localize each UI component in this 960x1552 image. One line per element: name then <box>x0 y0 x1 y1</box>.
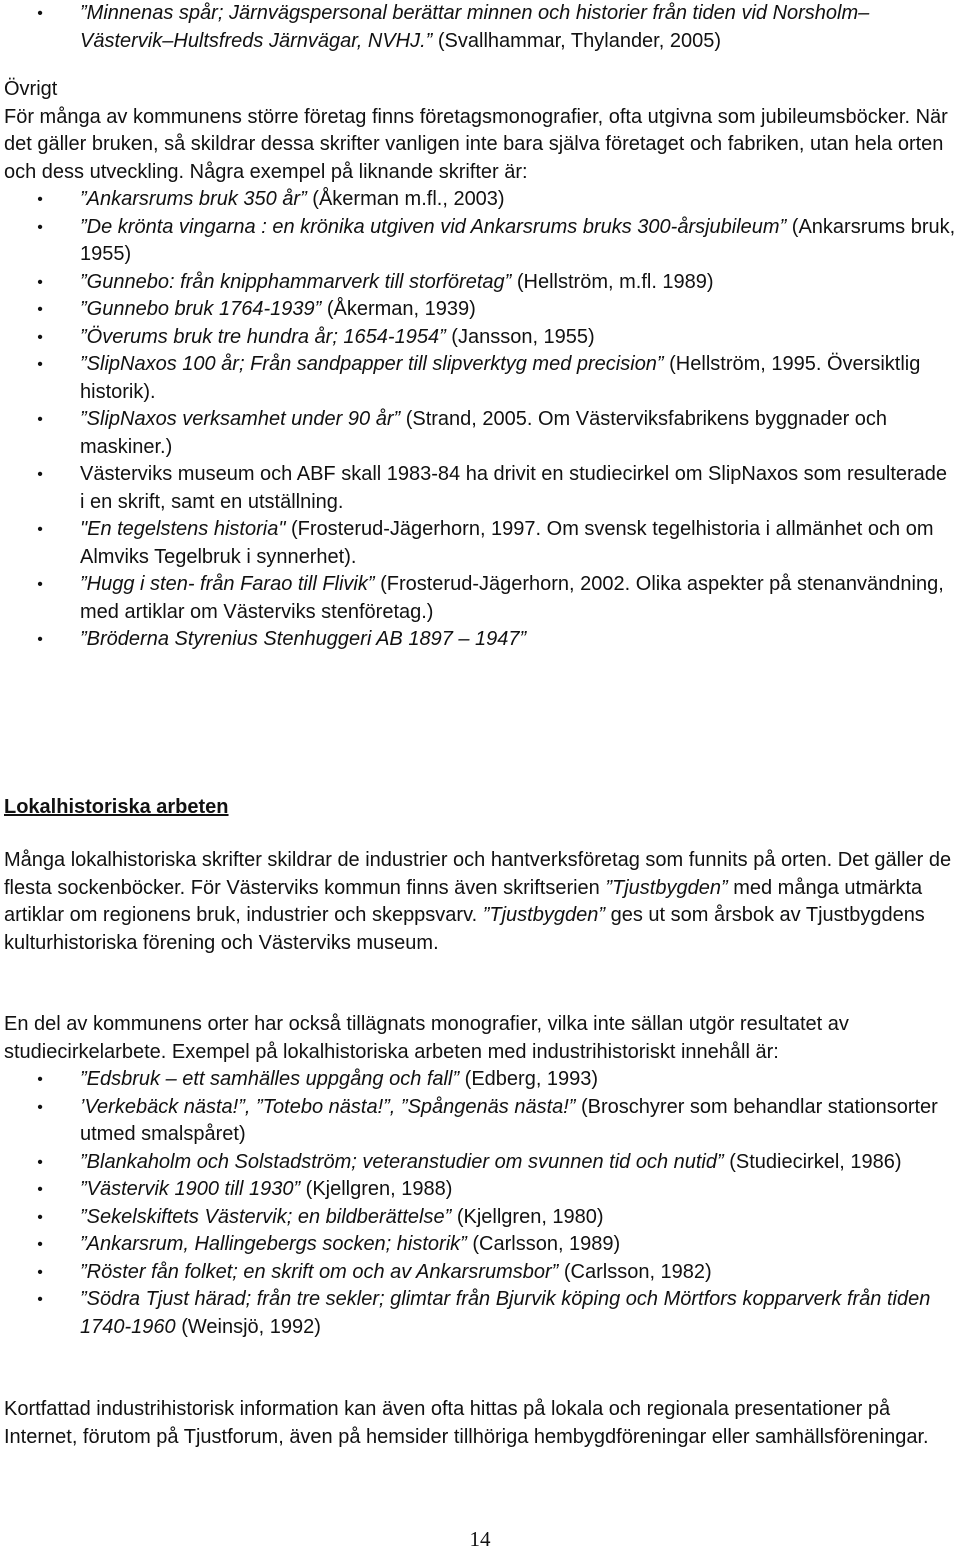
title-text: ”Edsbruk – ett samhälles uppgång och fall” <box>80 1068 460 1090</box>
title-text: ”Blankaholm och Solstadström; veteranstudier om svunnen tid och nutid” <box>80 1150 724 1173</box>
citation-text: (Kjellgren, 1980) <box>451 1205 604 1228</box>
local-example-list <box>4 1066 956 1341</box>
bullet-icon: • <box>37 1153 43 1171</box>
bullet-icon: • <box>37 411 43 428</box>
bullet-icon: • <box>37 521 43 538</box>
list-item <box>4 1259 956 1287</box>
series-title: ”Tjustbygden” <box>482 904 606 926</box>
section-heading: Lokalhistoriska arbeten <box>4 796 229 818</box>
list-item <box>4 461 956 516</box>
list-item <box>4 1066 956 1094</box>
series-title: ”Tjustbygden” <box>605 876 728 899</box>
paragraph <box>4 847 956 957</box>
title-text: ”Ankarsrum, Hallingebergs socken; historik” <box>80 1233 467 1255</box>
citation-text: (Åkerman m.fl., 2003) <box>306 188 505 210</box>
bullet-icon: • <box>37 356 43 373</box>
list-item <box>4 269 956 297</box>
bullet-icon: • <box>37 273 43 291</box>
citation-text: (Åkerman, 1939) <box>321 298 476 320</box>
list-item <box>4 324 956 352</box>
bullet-icon: • <box>37 1236 43 1253</box>
citation-text: (Ankarsrums bruk, 1955) <box>80 215 956 265</box>
citation-text: (Hellström, m.fl. 1989) <box>511 270 714 293</box>
lokalhistoriska-section <box>4 794 956 822</box>
bullet-icon: • <box>37 5 43 22</box>
title-text: ”SlipNaxos verksamhet under 90 år” <box>80 408 401 430</box>
paragraph-text: med många utmärkta artiklar om regionens bruk, industrier och skeppsvarv. <box>4 876 923 926</box>
list-item <box>4 214 956 269</box>
citation-text: (Carlsson, 1982) <box>558 1260 712 1283</box>
list-item <box>4 1204 956 1232</box>
bullet-icon: • <box>37 328 43 346</box>
title-text: ”Södra Tjust härad; från tre sekler; glimtar från Bjurvik köping och Mörtfors kopparverk från tiden 1740-1960 <box>80 1288 931 1338</box>
list-item <box>4 1286 956 1341</box>
list-item <box>4 1149 956 1177</box>
title-text: ”Överums bruk tre hundra år; 1654-1954” <box>80 325 446 348</box>
list-item <box>4 351 956 406</box>
bullet-icon: • <box>37 301 43 318</box>
bullet-icon: • <box>37 1263 43 1281</box>
list-item <box>4 626 956 654</box>
section-label: Övrigt <box>4 78 58 100</box>
list-item <box>4 186 956 214</box>
bullet-icon: • <box>37 1208 43 1226</box>
title-text: ”Bröderna Styrenius Stenhuggeri AB 1897 – 1947” <box>80 628 527 650</box>
list-item <box>4 571 956 626</box>
lokalhistoriska-body <box>4 847 956 957</box>
title-text: ”De krönta vingarna : en krönika utgiven vid Ankarsrums bruks 300-årsjubileum” <box>80 215 787 238</box>
citation-text: (Hellström, 1995. Översiktlig historik). <box>80 353 921 403</box>
paragraph-text: ges ut som årsbok av Tjustbygdens kulturhistoriska förening och Västerviks museum. <box>4 904 925 954</box>
bullet-icon: • <box>37 466 43 483</box>
citation-text: (Frosterud-Jägerhorn, 2002. Olika aspekter på stenanvändning, med artiklar om Västerviks stenföretag.) <box>80 573 944 623</box>
citation-text: (Carlsson, 1989) <box>466 1233 621 1255</box>
title-text: ”Sekelskiftets Västervik; en bildberättelse” <box>80 1205 452 1228</box>
title-text: ”Ankarsrums bruk 350 år” <box>80 188 307 210</box>
paragraph-text: Många lokalhistoriska skrifter skildrar de industrier och hantverksföretag som funnits på orten. Det gäller de flesta sockenböcker. För Västerviks kommun finns även skriftserien <box>4 849 952 899</box>
page-number: 14 <box>469 1527 491 1551</box>
bullet-icon: • <box>37 1098 43 1116</box>
title-text: ”Gunnebo bruk 1764-1939” <box>80 298 322 320</box>
citation-text: (Kjellgren, 1988) <box>300 1178 453 1200</box>
bullet-icon: • <box>37 631 43 648</box>
bullet-icon: • <box>37 218 43 236</box>
example-list <box>4 186 956 654</box>
closing-section <box>4 1396 956 1451</box>
paragraph: En del av kommunens orter har också tillägnats monografier, vilka inte sällan utgör resultatet av studiecirkelarbete. Exempel på lokalhistoriska arbeten med industrihistoriskt innehåll är: <box>4 1013 849 1063</box>
citation-text: (Strand, 2005. Om Västerviksfabrikens byggnader och maskiner.) <box>80 408 888 458</box>
title-text: ”Hugg i sten- från Farao till Flivik” <box>80 573 375 595</box>
list-item <box>4 406 956 461</box>
citation-text: (Edberg, 1993) <box>459 1068 599 1090</box>
title-text: ”Gunnebo: från knipphammarverk till storföretag” <box>80 270 512 293</box>
citation-text: (Studiecirkel, 1986) <box>723 1150 902 1173</box>
list-item <box>4 296 956 324</box>
bullet-icon: • <box>37 191 43 208</box>
list-item <box>4 1094 956 1149</box>
paragraph: Kortfattad industrihistorisk information kan även ofta hittas på lokala och regionala presentationer på Internet, förutom på Tjustforum, även på hemsider tillhöriga hembygdföreningar eller samhällsföreningar. <box>4 1398 929 1448</box>
top-list <box>4 0 956 55</box>
citation-text: Västerviks museum och ABF skall 1983-84 ha drivit en studiecirkel om SlipNaxos som resulterade i en skrift, samt en utställning. <box>80 463 948 513</box>
list-item <box>4 0 956 55</box>
citation-text: (Svallhammar, Thylander, 2005) <box>432 29 722 52</box>
title-text: "En tegelstens historia" <box>80 518 286 540</box>
title-text: ”SlipNaxos 100 år; Från sandpapper till slipverktyg med precision” <box>80 353 664 375</box>
top-section <box>4 0 956 55</box>
citation-text: (Frosterud-Jägerhorn, 1997. Om svensk tegelhistoria i allmänhet och om Almviks Tegelbruk i synnerhet). <box>80 518 934 568</box>
monografier-section <box>4 1011 956 1341</box>
paragraph: För många av kommunens större företag finns företagsmonografier, ofta utgivna som jubileumsböcker. När det gäller bruken, så skildrar dessa skrifter vanligen inte bara själva företaget och fabriken, utan hela orten och dess utveckling. Några exempel på liknande skrifter är: <box>4 105 948 183</box>
title-text: ’Verkebäck nästa!”, ”Totebo nästa!”, ”Spångenäs nästa!” <box>80 1095 576 1118</box>
list-item <box>4 1176 956 1204</box>
ovrigt-section <box>4 76 956 654</box>
bullet-icon: • <box>37 1291 43 1308</box>
citation-text: (Jansson, 1955) <box>445 325 595 348</box>
title-text: ”Västervik 1900 till 1930” <box>80 1178 301 1200</box>
list-item <box>4 1231 956 1259</box>
bullet-icon: • <box>37 576 43 593</box>
citation-text: (Weinsjö, 1992) <box>175 1315 321 1338</box>
title-text: ”Röster fån folket; en skrift om och av Ankarsrumsbor” <box>80 1260 559 1283</box>
bullet-icon: • <box>37 1181 43 1198</box>
citation-text: (Broschyrer som behandlar stationsorter utmed smalspåret) <box>80 1095 938 1145</box>
title-text: ”Minnenas spår; Järnvägspersonal berättar minnen och historier från tiden vid Norsholm–Västervik–Hultsfreds Järnvägar, NVHJ.” <box>80 2 870 52</box>
bullet-icon: • <box>37 1071 43 1088</box>
list-item <box>4 516 956 571</box>
